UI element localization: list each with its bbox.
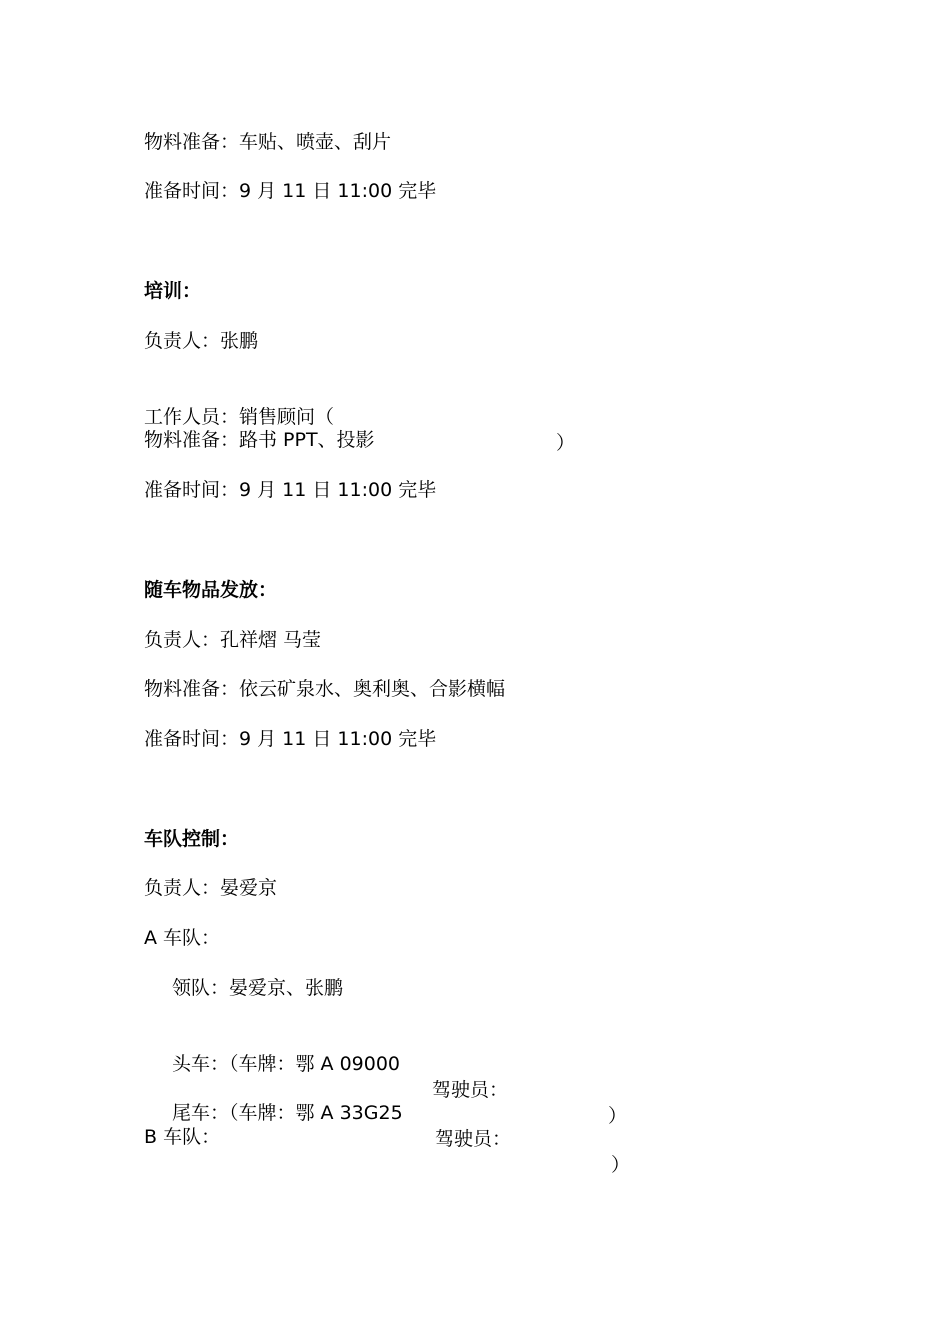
team-a-label: A 车队： [144,927,221,949]
tail-car-driver: 驾驶员： [435,1128,512,1150]
head-car-close: ） [608,1105,628,1127]
training-heading: 培训： [144,280,202,302]
tail-car-label: 尾车：（车牌：鄂 A 33G25 [172,1102,403,1124]
convoy-owner: 负责人：晏爱京 [144,877,278,899]
convoy-heading: 车队控制： [144,828,240,850]
training-materials: 物料准备：路书 PPT、投影 [144,429,375,451]
tail-car-close: ） [611,1154,631,1176]
training-prep-time: 准备时间：9 月 11 日 11:00 完毕 [144,479,437,501]
head-car-driver: 驾驶员： [432,1079,509,1101]
distribution-heading: 随车物品发放： [144,579,278,601]
distribution-materials: 物料准备：依云矿泉水、奥利奥、合影横幅 [144,678,506,700]
head-car-label: 头车：（车牌：鄂 A 09000 [172,1053,401,1075]
training-owner: 负责人：张鹏 [144,330,259,352]
distribution-prep-time: 准备时间：9 月 11 日 11:00 完毕 [144,728,437,750]
team-a-leader: 领队：晏爱京、张鹏 [172,977,344,999]
distribution-owner: 负责人：孔祥熠 马莹 [144,629,322,651]
materials-line: 物料准备：车贴、喷壶、刮片 [144,131,392,153]
prep-time-line: 准备时间：9 月 11 日 11:00 完毕 [144,180,437,202]
team-b-label: B 车队： [144,1126,221,1148]
training-staff-label: 工作人员：销售顾问（ [144,406,335,428]
training-staff-close: ） [556,432,576,454]
